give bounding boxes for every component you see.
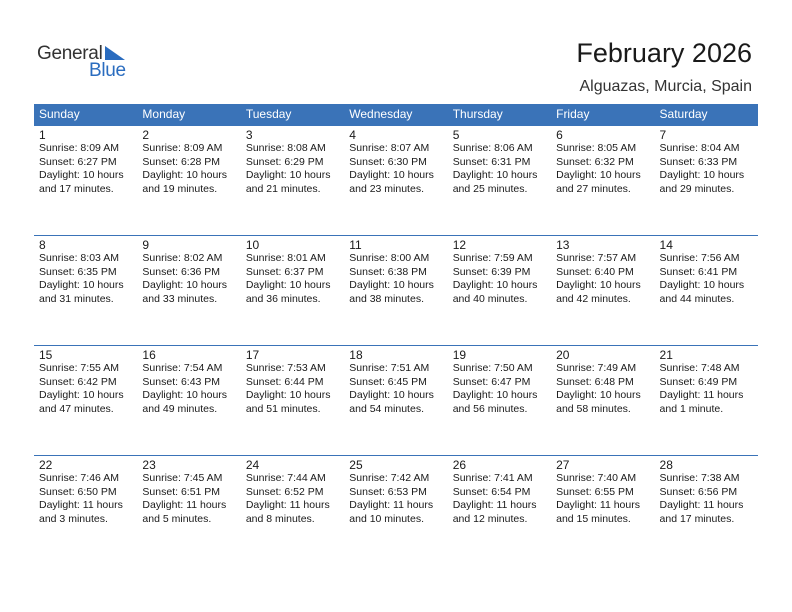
sunrise-text: Sunrise: 8:07 AM (349, 142, 430, 154)
day-cell (34, 236, 137, 320)
day-cell (655, 236, 758, 320)
sunrise-text: Sunrise: 7:42 AM (349, 472, 430, 484)
day-cell (344, 126, 447, 210)
daylight-text: Daylight: 10 hours (452, 279, 538, 291)
daylight-text: Daylight: 10 hours (39, 169, 124, 181)
sunset-text: Sunset: 6:51 PM (142, 485, 221, 498)
sunset-text: Sunset: 6:28 PM (142, 155, 221, 168)
sunset-text: Sunset: 6:27 PM (39, 155, 117, 168)
day-number: 1 (39, 128, 46, 142)
weekday-friday: Friday (556, 107, 590, 121)
daylight-minutes-text: and 1 minute. (659, 402, 724, 415)
day-cell (241, 456, 344, 540)
day-number: 9 (142, 238, 150, 252)
day-number: 19 (452, 348, 467, 362)
weekday-saturday: Saturday (659, 107, 708, 121)
day-cell (34, 456, 137, 540)
day-cell (241, 236, 344, 320)
daylight-text: Daylight: 10 hours (142, 279, 228, 291)
day-cell (551, 346, 654, 430)
day-cell (137, 236, 240, 320)
daylight-minutes-text: and 29 minutes. (659, 182, 735, 195)
calendar-week-row (34, 235, 758, 320)
sunset-text: Sunset: 6:48 PM (556, 375, 634, 388)
sunrise-text: Sunrise: 7:48 AM (659, 362, 740, 374)
sunrise-text: Sunrise: 7:57 AM (556, 252, 637, 264)
day-cell (137, 346, 240, 430)
weekday-tuesday: Tuesday (245, 107, 292, 121)
day-cell (344, 236, 447, 320)
daylight-text: Daylight: 10 hours (452, 389, 538, 401)
day-number: 13 (556, 238, 570, 252)
sunset-text: Sunset: 6:52 PM (245, 485, 324, 498)
weekday-sunday: Sunday (39, 107, 80, 121)
sunset-text: Sunset: 6:55 PM (556, 485, 634, 498)
daylight-minutes-text: and 17 minutes. (659, 512, 735, 525)
sunset-text: Sunset: 6:49 PM (659, 375, 738, 388)
daylight-text: Daylight: 10 hours (39, 389, 124, 401)
sunrise-text: Sunrise: 7:44 AM (245, 472, 326, 484)
day-number: 3 (245, 128, 253, 142)
sunrise-text: Sunrise: 7:59 AM (452, 252, 533, 264)
day-cell (137, 126, 240, 210)
day-number: 12 (452, 238, 467, 252)
daylight-minutes-text: and 47 minutes. (39, 402, 114, 415)
day-number: 4 (349, 128, 356, 142)
daylight-text: Daylight: 11 hours (349, 499, 434, 511)
day-number: 2 (142, 128, 150, 142)
daylight-minutes-text: and 12 minutes. (452, 512, 528, 525)
daylight-text: Daylight: 11 hours (452, 499, 537, 511)
daylight-minutes-text: and 15 minutes. (556, 512, 631, 525)
day-cell (655, 346, 758, 430)
day-cell (34, 346, 137, 430)
sunset-text: Sunset: 6:44 PM (245, 375, 324, 388)
day-number: 14 (659, 238, 673, 252)
sunset-text: Sunset: 6:39 PM (452, 265, 531, 278)
sunset-text: Sunset: 6:31 PM (452, 155, 531, 168)
day-cell (448, 126, 551, 210)
day-cell (448, 346, 551, 430)
sunrise-text: Sunrise: 8:09 AM (39, 142, 119, 154)
sunrise-text: Sunrise: 8:06 AM (452, 142, 533, 154)
calendar-week-row (34, 345, 758, 430)
daylight-minutes-text: and 10 minutes. (349, 512, 424, 525)
daylight-text: Daylight: 11 hours (245, 499, 330, 511)
sunset-text: Sunset: 6:54 PM (452, 485, 531, 498)
daylight-minutes-text: and 3 minutes. (39, 512, 108, 525)
calendar-week-row (34, 125, 758, 210)
sunset-text: Sunset: 6:29 PM (245, 155, 324, 168)
day-cell (137, 456, 240, 540)
sunrise-text: Sunrise: 7:54 AM (142, 362, 223, 374)
day-number: 26 (452, 458, 467, 472)
daylight-minutes-text: and 42 minutes. (556, 292, 631, 305)
day-cell (344, 346, 447, 430)
page-title: February 2026 (576, 38, 752, 68)
logo-blue-text: Blue (89, 60, 126, 81)
sunrise-text: Sunrise: 8:08 AM (245, 142, 326, 154)
weekday-header (34, 104, 758, 125)
sunset-text: Sunset: 6:40 PM (556, 265, 634, 278)
daylight-text: Daylight: 10 hours (556, 169, 641, 181)
day-cell (448, 236, 551, 320)
daylight-minutes-text: and 38 minutes. (349, 292, 424, 305)
sunrise-text: Sunrise: 7:53 AM (245, 362, 326, 374)
daylight-minutes-text: and 40 minutes. (452, 292, 528, 305)
sunrise-text: Sunrise: 7:50 AM (452, 362, 533, 374)
day-number: 23 (142, 458, 156, 472)
sunset-text: Sunset: 6:33 PM (659, 155, 738, 168)
day-cell (448, 456, 551, 540)
day-number: 5 (452, 128, 460, 142)
day-cell (551, 126, 654, 210)
daylight-text: Daylight: 10 hours (245, 279, 331, 291)
day-number: 22 (39, 458, 53, 472)
daylight-text: Daylight: 10 hours (556, 279, 641, 291)
daylight-minutes-text: and 44 minutes. (659, 292, 735, 305)
daylight-minutes-text: and 19 minutes. (142, 182, 218, 195)
day-number: 28 (659, 458, 673, 472)
daylight-minutes-text: and 33 minutes. (142, 292, 218, 305)
day-cell (344, 456, 447, 540)
daylight-text: Daylight: 10 hours (142, 169, 228, 181)
sunrise-text: Sunrise: 8:09 AM (142, 142, 223, 154)
sunrise-text: Sunrise: 7:41 AM (452, 472, 533, 484)
daylight-minutes-text: and 51 minutes. (245, 402, 321, 415)
daylight-text: Daylight: 11 hours (659, 499, 744, 511)
calendar-week-row (34, 455, 758, 540)
daylight-text: Daylight: 10 hours (142, 389, 228, 401)
day-number: 16 (142, 348, 156, 362)
sunrise-text: Sunrise: 7:46 AM (39, 472, 119, 484)
weekday-wednesday: Wednesday (349, 107, 413, 121)
day-number: 11 (349, 238, 362, 252)
day-number: 25 (349, 458, 363, 472)
location-subtitle: Alguazas, Murcia, Spain (579, 78, 752, 95)
daylight-minutes-text: and 56 minutes. (452, 402, 528, 415)
daylight-minutes-text: and 25 minutes. (452, 182, 528, 195)
day-number: 17 (245, 348, 260, 362)
daylight-text: Daylight: 10 hours (349, 279, 434, 291)
sunrise-text: Sunrise: 8:00 AM (349, 252, 430, 264)
sunset-text: Sunset: 6:37 PM (245, 265, 324, 278)
daylight-minutes-text: and 23 minutes. (349, 182, 424, 195)
day-cell (34, 126, 137, 210)
daylight-minutes-text: and 27 minutes. (556, 182, 631, 195)
daylight-minutes-text: and 31 minutes. (39, 292, 114, 305)
sunset-text: Sunset: 6:43 PM (142, 375, 221, 388)
sunrise-text: Sunrise: 7:55 AM (39, 362, 119, 374)
sunrise-text: Sunrise: 8:05 AM (556, 142, 637, 154)
sunrise-text: Sunrise: 8:01 AM (245, 252, 326, 264)
day-cell (655, 126, 758, 210)
day-number: 24 (245, 458, 260, 472)
day-cell (241, 346, 344, 430)
daylight-text: Daylight: 10 hours (659, 169, 745, 181)
day-cell (551, 456, 654, 540)
weekday-monday: Monday (142, 107, 186, 121)
day-number: 20 (556, 348, 570, 362)
sunset-text: Sunset: 6:42 PM (39, 375, 117, 388)
daylight-text: Daylight: 10 hours (659, 279, 745, 291)
daylight-text: Daylight: 10 hours (349, 169, 434, 181)
logo (37, 42, 147, 82)
sunset-text: Sunset: 6:32 PM (556, 155, 634, 168)
daylight-text: Daylight: 10 hours (245, 389, 331, 401)
sunrise-text: Sunrise: 7:49 AM (556, 362, 637, 374)
daylight-text: Daylight: 11 hours (659, 389, 744, 401)
day-number: 7 (659, 128, 667, 142)
day-number: 6 (556, 128, 563, 142)
day-cell (241, 126, 344, 210)
daylight-text: Daylight: 11 hours (142, 499, 227, 511)
sunset-text: Sunset: 6:47 PM (452, 375, 531, 388)
sunrise-text: Sunrise: 8:03 AM (39, 252, 119, 264)
sunset-text: Sunset: 6:38 PM (349, 265, 427, 278)
sunset-text: Sunset: 6:36 PM (142, 265, 221, 278)
daylight-text: Daylight: 10 hours (245, 169, 331, 181)
daylight-minutes-text: and 36 minutes. (245, 292, 321, 305)
daylight-text: Daylight: 11 hours (39, 499, 123, 511)
sunset-text: Sunset: 6:45 PM (349, 375, 427, 388)
daylight-text: Daylight: 10 hours (452, 169, 538, 181)
daylight-minutes-text: and 58 minutes. (556, 402, 631, 415)
daylight-minutes-text: and 21 minutes. (245, 182, 321, 195)
sunset-text: Sunset: 6:50 PM (39, 485, 117, 498)
day-number: 15 (39, 348, 53, 362)
daylight-minutes-text: and 49 minutes. (142, 402, 218, 415)
daylight-text: Daylight: 10 hours (349, 389, 434, 401)
daylight-minutes-text: and 17 minutes. (39, 182, 114, 195)
daylight-text: Daylight: 11 hours (556, 499, 640, 511)
day-number: 21 (659, 348, 673, 362)
sunset-text: Sunset: 6:56 PM (659, 485, 738, 498)
day-number: 18 (349, 348, 363, 362)
daylight-minutes-text: and 5 minutes. (142, 512, 212, 525)
day-number: 10 (245, 238, 260, 252)
daylight-text: Daylight: 10 hours (39, 279, 124, 291)
sunset-text: Sunset: 6:41 PM (659, 265, 738, 278)
day-cell (655, 456, 758, 540)
daylight-text: Daylight: 10 hours (556, 389, 641, 401)
sunrise-text: Sunrise: 8:04 AM (659, 142, 740, 154)
sunset-text: Sunset: 6:30 PM (349, 155, 427, 168)
sunset-text: Sunset: 6:35 PM (39, 265, 117, 278)
logo-general-text: General (37, 43, 103, 64)
sunrise-text: Sunrise: 7:45 AM (142, 472, 223, 484)
day-cell (551, 236, 654, 320)
day-number: 8 (39, 238, 46, 252)
daylight-minutes-text: and 8 minutes. (245, 512, 315, 525)
sunrise-text: Sunrise: 7:40 AM (556, 472, 637, 484)
sunrise-text: Sunrise: 7:51 AM (349, 362, 430, 374)
sunrise-text: Sunrise: 8:02 AM (142, 252, 223, 264)
weekday-thursday: Thursday (452, 107, 503, 121)
sunrise-text: Sunrise: 7:56 AM (659, 252, 740, 264)
sunrise-text: Sunrise: 7:38 AM (659, 472, 740, 484)
daylight-minutes-text: and 54 minutes. (349, 402, 424, 415)
sunset-text: Sunset: 6:53 PM (349, 485, 427, 498)
day-number: 27 (556, 458, 570, 472)
